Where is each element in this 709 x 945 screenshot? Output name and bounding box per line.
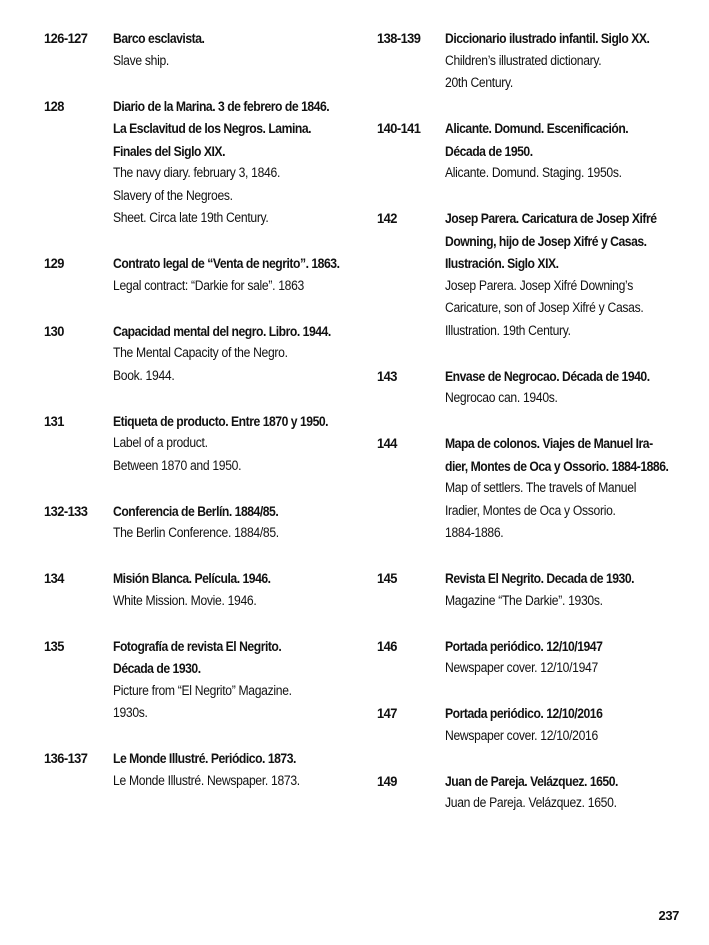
figure-number: 126-127 <box>44 30 88 46</box>
right-column <box>377 27 697 815</box>
caption-entry <box>377 635 697 680</box>
figure-number: 132-133 <box>44 502 88 519</box>
caption-text <box>445 770 697 815</box>
figure-number: 144 <box>377 435 397 451</box>
figure-number: 138-139 <box>377 30 421 46</box>
figure-number: 135 <box>44 637 64 654</box>
caption-spanish: Ilustración. Siglo XIX. <box>445 255 559 271</box>
figure-number: 136-137 <box>44 750 88 766</box>
figure-number: 145 <box>377 570 397 586</box>
caption-spanish: Diario de la Marina. 3 de febrero de 1846. <box>113 97 330 114</box>
caption-text <box>113 500 362 545</box>
caption-entry <box>44 95 362 230</box>
caption-spanish: Portada periódico. 12/10/1947 <box>445 637 603 654</box>
caption-spanish: Diccionario ilustrado infantil. Siglo XX. <box>445 30 650 46</box>
caption-entry <box>377 117 697 185</box>
caption-spanish: Josep Parera. Caricatura de Josep Xifré <box>445 210 657 226</box>
caption-spanish: Fotografía de revista El Negrito. <box>113 637 282 654</box>
caption-english: Le Monde Illustré. Newspaper. 1873. <box>113 772 300 788</box>
caption-text <box>445 207 697 342</box>
caption-spanish: Década de 1930. <box>113 660 201 676</box>
caption-spanish: Envase de Negrocao. Década de 1940. <box>445 367 650 384</box>
figure-number: 129 <box>44 255 64 271</box>
caption-english: Magazine “The Darkie”. 1930s. <box>445 592 603 608</box>
caption-spanish: Portada periódico. 12/10/2016 <box>445 705 603 721</box>
caption-english: 1930s. <box>113 705 148 720</box>
caption-text <box>113 27 362 72</box>
caption-entry <box>377 432 697 545</box>
caption-spanish: Downing, hijo de Josep Xifré y Casas. <box>445 232 647 249</box>
caption-english: Alicante. Domund. Staging. 1950s. <box>445 165 622 180</box>
caption-text <box>113 567 362 612</box>
caption-text <box>113 252 373 297</box>
caption-text <box>113 320 363 388</box>
figure-number: 131 <box>44 412 64 429</box>
caption-text <box>445 702 697 747</box>
caption-english: Newspaper cover. 12/10/2016 <box>445 727 598 743</box>
caption-text <box>445 567 697 612</box>
caption-english: Slave ship. <box>113 52 169 68</box>
caption-spanish: Barco esclavista. <box>113 30 205 46</box>
caption-entry <box>44 747 362 792</box>
caption-english: Label of a product. <box>113 435 208 450</box>
caption-spanish: Alicante. Domund. Escenificación. <box>445 120 629 136</box>
caption-spanish: Misión Blanca. Película. 1946. <box>113 570 271 586</box>
caption-spanish: Revista El Negrito. Decada de 1930. <box>445 570 635 586</box>
caption-spanish: Etiqueta de producto. Entre 1870 y 1950. <box>113 412 329 429</box>
caption-spanish: Década de 1950. <box>445 142 533 159</box>
caption-english: 1884-1886. <box>445 525 504 540</box>
figure-number: 140-141 <box>377 120 421 136</box>
caption-text <box>445 635 697 680</box>
figure-number: 130 <box>44 322 64 339</box>
caption-english: Legal contract: “Darkie for sale”. 1863 <box>113 277 304 293</box>
caption-text <box>445 27 697 95</box>
caption-english: Caricature, son of Josep Xifré y Casas. <box>445 300 644 315</box>
figure-number: 143 <box>377 367 397 384</box>
caption-english: Book. 1944. <box>113 367 175 383</box>
caption-text <box>445 432 702 545</box>
caption-english: The navy diary. february 3, 1846. <box>113 165 281 180</box>
caption-entry <box>377 365 697 410</box>
figure-number: 142 <box>377 210 397 226</box>
caption-english: 20th Century. <box>445 75 513 90</box>
caption-english: Iradier, Montes de Oca y Ossorio. <box>445 502 616 518</box>
left-column <box>44 27 362 792</box>
caption-entry <box>44 567 362 612</box>
caption-text <box>113 410 362 478</box>
caption-text <box>113 635 362 725</box>
caption-spanish: dier, Montes de Oca y Ossorio. 1884-1886. <box>445 457 669 474</box>
caption-entry <box>44 410 362 478</box>
caption-spanish: Finales del Siglo XIX. <box>113 142 225 159</box>
figure-number: 149 <box>377 772 397 789</box>
caption-spanish: Juan de Pareja. Velázquez. 1650. <box>445 772 618 789</box>
caption-english: Slavery of the Negroes. <box>113 187 233 203</box>
caption-english: White Mission. Movie. 1946. <box>113 592 257 608</box>
caption-text <box>445 117 697 185</box>
caption-english: Between 1870 and 1950. <box>113 457 242 473</box>
caption-english: Children’s illustrated dictionary. <box>445 52 602 68</box>
caption-entry <box>377 702 697 747</box>
caption-entry <box>377 770 697 815</box>
caption-spanish: Le Monde Illustré. Periódico. 1873. <box>113 750 296 766</box>
caption-english: Negrocao can. 1940s. <box>445 390 558 405</box>
caption-english: Juan de Pareja. Velázquez. 1650. <box>445 795 617 810</box>
caption-english: Josep Parera. Josep Xifré Downing’s <box>445 277 633 293</box>
caption-english: The Berlin Conference. 1884/85. <box>113 525 279 540</box>
caption-text <box>113 95 362 230</box>
caption-english: The Mental Capacity of the Negro. <box>113 345 288 360</box>
caption-spanish: Conferencia de Berlín. 1884/85. <box>113 502 279 519</box>
figure-number: 128 <box>44 97 64 114</box>
figure-number: 146 <box>377 637 397 654</box>
page-number: 237 <box>658 908 679 923</box>
caption-spanish: Mapa de colonos. Viajes de Manuel Ira- <box>445 435 653 451</box>
caption-english: Picture from “El Negrito” Magazine. <box>113 682 292 698</box>
caption-english: Newspaper cover. 12/10/1947 <box>445 660 598 675</box>
caption-english: Map of settlers. The travels of Manuel <box>445 480 637 495</box>
figure-number: 147 <box>377 705 397 721</box>
caption-entry <box>44 27 362 72</box>
caption-text <box>113 747 362 792</box>
caption-entry <box>44 320 362 388</box>
caption-english: Sheet. Circa late 19th Century. <box>113 210 269 225</box>
caption-english: Illustration. 19th Century. <box>445 322 571 338</box>
figure-number: 134 <box>44 570 64 586</box>
caption-spanish: Capacidad mental del negro. Libro. 1944. <box>113 322 331 339</box>
caption-entry <box>44 635 362 725</box>
caption-entry <box>377 207 697 342</box>
caption-entry <box>377 27 697 95</box>
caption-text <box>445 365 697 410</box>
caption-entry <box>44 252 362 297</box>
caption-spanish: Contrato legal de “Venta de negrito”. 1863. <box>113 255 340 271</box>
caption-entry <box>377 567 697 612</box>
caption-entry <box>44 500 362 545</box>
caption-spanish: La Esclavitud de los Negros. Lamina. <box>113 120 312 136</box>
